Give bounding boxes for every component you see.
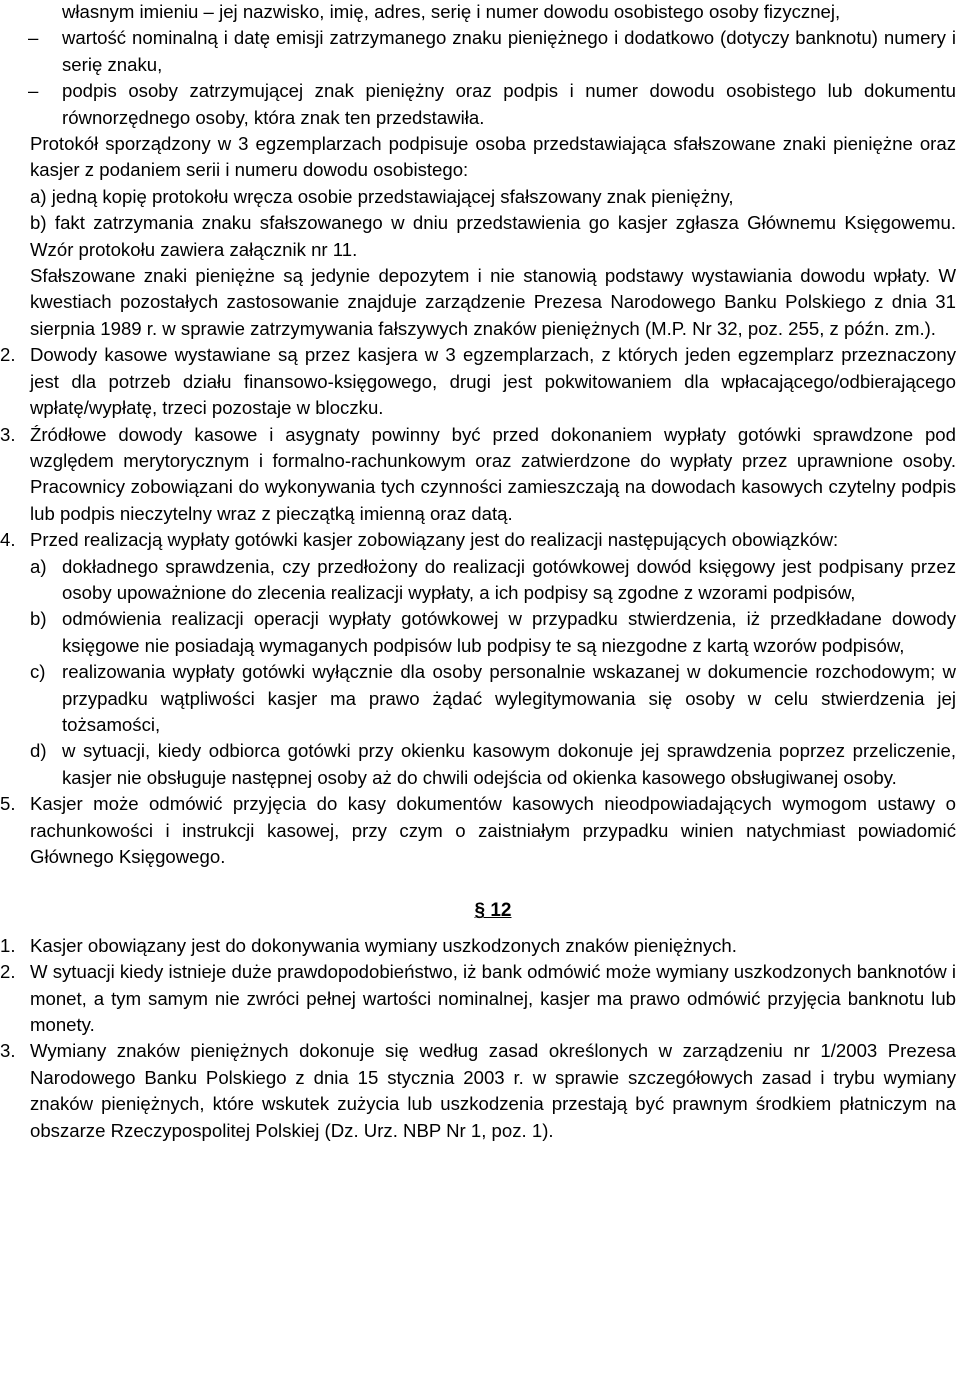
item-text: W sytuacji kiedy istnieje duże prawdopodobieństwo, iż bank odmówić może wymiany uszkodzonych banknotów i monet, a tym samym nie zwróci pełnej wartości nominalnej, kasjer ma prawo odmówić przyjęcia banknotu lub monety. [30,961,957,1036]
sub-item-text: odmówienia realizacji operacji wypłaty gotówkowej w przypadku stwierdzenia, iż przedkładane dowody księgowe nie posiadają wymaganych podpisów lub podpisy te są niezgodne z kartą wzorów podpisów, [62,608,956,656]
deposit-paragraph [30,263,956,342]
deposit-text: Sfałszowane znaki pieniężne są jedynie depozytem i nie stanowią podstawy wystawiania dowodu wpłaty. W kwestiach pozostałych zastosowanie znajduje zarządzenie Prezesa Narodowego Banku Polskiego z dnia 31 sierpnia 1989 r. w sprawie zatrzymywania fałszywych znaków pieniężnych (M.P. Nr 32, poz. 255, z późn. zm.). [30,265,956,339]
sub-list-item [30,554,956,607]
dash-item-continuation [62,0,956,25]
sub-item-marker: d) [30,740,47,762]
dash-item-text: własnym imieniu – jej nazwisko, imię, adres, serię i numer dowodu osobistego osoby fizycznej, [62,1,841,22]
item-number: 2. [0,961,16,983]
dash-item [28,78,956,131]
item-text: Kasjer może odmówić przyjęcia do kasy dokumentów kasowych nieodpowiadających wymogom ustawy o rachunkowości i instrukcji kasowej, przy czym o zaistniałym przypadku winien natychmiast powiadomić Głównego Księgowego. [30,793,956,867]
protocol-item-a [30,184,956,210]
item-text: Wymiany znaków pieniężnych dokonuje się według zasad określonych w zarządzeniu nr 1/2003 Prezesa Narodowego Banku Polskiego z dnia 15 stycznia 2003 r. w sprawie szczegółowych zasad i trybu wymiany znaków pieniężnych, które wskutek zużycia lub uszkodzenia przestają być prawnym środkiem płatniczym na obszarze Rzeczypospolitej Polskiej (Dz. Urz. NBP Nr 1, poz. 1). [30,1040,956,1141]
sub-list-item [30,738,956,791]
sub-item-text: w sytuacji, kiedy odbiorca gotówki przy okienku kasowym dokonuje jej sprawdzenia poprzez przeliczenie, kasjer nie obsługuje następnej osoby aż do chwili odejścia od okienka kasowego obsługiwanej osoby. [62,740,956,788]
protocol-paragraph [30,131,956,184]
dash-marker: – [28,27,39,49]
sub-item-marker: b) [30,608,47,630]
protocol-item-b [30,210,956,263]
protocol-b-marker: b) [30,212,47,234]
list-item [0,791,956,870]
item-text: Dowody kasowe wystawiane są przez kasjera w 3 egzemplarzach, z których jeden egzemplarz przeznaczony jest dla potrzeb działu finansowo-księgowego, drugi jest pokwitowaniem dla wpłacającego/odbierającego wpłatę/wypłatę, trzeci pozostaje w bloczku. [30,344,956,419]
sub-item-marker: c) [30,661,46,683]
item-text: Przed realizacją wypłaty gotówki kasjer zobowiązany jest do realizacji następujących obowiązków: [30,529,839,551]
section-list-item [0,959,957,1038]
item-text: Kasjer obowiązany jest do dokonywania wymiany uszkodzonych znaków pieniężnych. [30,934,737,956]
item-number: 3. [0,423,16,445]
dash-item-text: podpis osoby zatrzymującej znak pieniężny oraz podpis i numer dowodu osobistego lub dokumentu równorzędnego osoby, która znak ten przedstawiła. [62,80,956,128]
protocol-b-text: fakt zatrzymania znaku sfałszowanego w dniu przedstawienia go kasjer zgłasza Głównemu Księgowemu. Wzór protokołu zawiera załącznik nr 11. [30,212,956,260]
item-text: Źródłowe dowody kasowe i asygnaty powinny być przed dokonaniem wypłaty gotówki sprawdzone pod względem merytorycznym i formalno-rachunkowym oraz zatwierdzone do wypłaty przez uprawnione osoby. Pracownicy zobowiązani do wykonywania tych czynności zamieszczają na dowodach kasowych czytelny podpis lub podpis nieczytelny wraz z pieczątką imienną oraz datą. [30,423,956,524]
protocol-a-text: jedną kopię protokołu wręcza osobie przedstawiającej sfałszowany znak pieniężny, [51,185,734,207]
sub-list-item [30,606,956,659]
sub-item-marker: a) [30,555,47,577]
section-list-item [0,933,956,959]
list-item [0,527,956,553]
sub-item-text: dokładnego sprawdzenia, czy przedłożony do realizacji gotówkowej dowód księgowy jest podpisany przez osoby upoważnione do zlecenia realizacji wypłaty, a ich podpisy są zgodne z wzorami podpisów, [62,555,956,603]
section-list-item [0,1038,956,1144]
list-item [0,422,956,528]
list-item [0,342,956,421]
item-number: 4. [0,529,16,551]
dash-marker: – [28,80,39,102]
section-heading: § 12 [474,900,512,922]
item-number: 3. [0,1040,16,1062]
item-number: 2. [0,344,16,366]
protocol-text: Protokół sporządzony w 3 egzemplarzach podpisuje osoba przedstawiająca sfałszowane znaki pieniężne oraz kasjer z podaniem serii i numeru dowodu osobistego: [30,133,956,181]
sub-item-text: realizowania wypłaty gotówki wyłącznie dla osoby personalnie wskazanej w dokumencie rozchodowym; w przypadku wątpliwości kasjer ma prawo żądać wylegitymowania się osoby w celu stwierdzenia jej tożsamości, [62,661,956,735]
dash-item [28,25,956,78]
protocol-a-marker: a) [30,185,47,207]
dash-item-text: wartość nominalną i datę emisji zatrzymanego znaku pieniężnego i dodatkowo (dotyczy banknotu) numery i serię znaku, [62,27,956,75]
item-number: 1. [0,934,16,956]
sub-list-item [30,659,956,738]
item-number: 5. [0,793,16,815]
